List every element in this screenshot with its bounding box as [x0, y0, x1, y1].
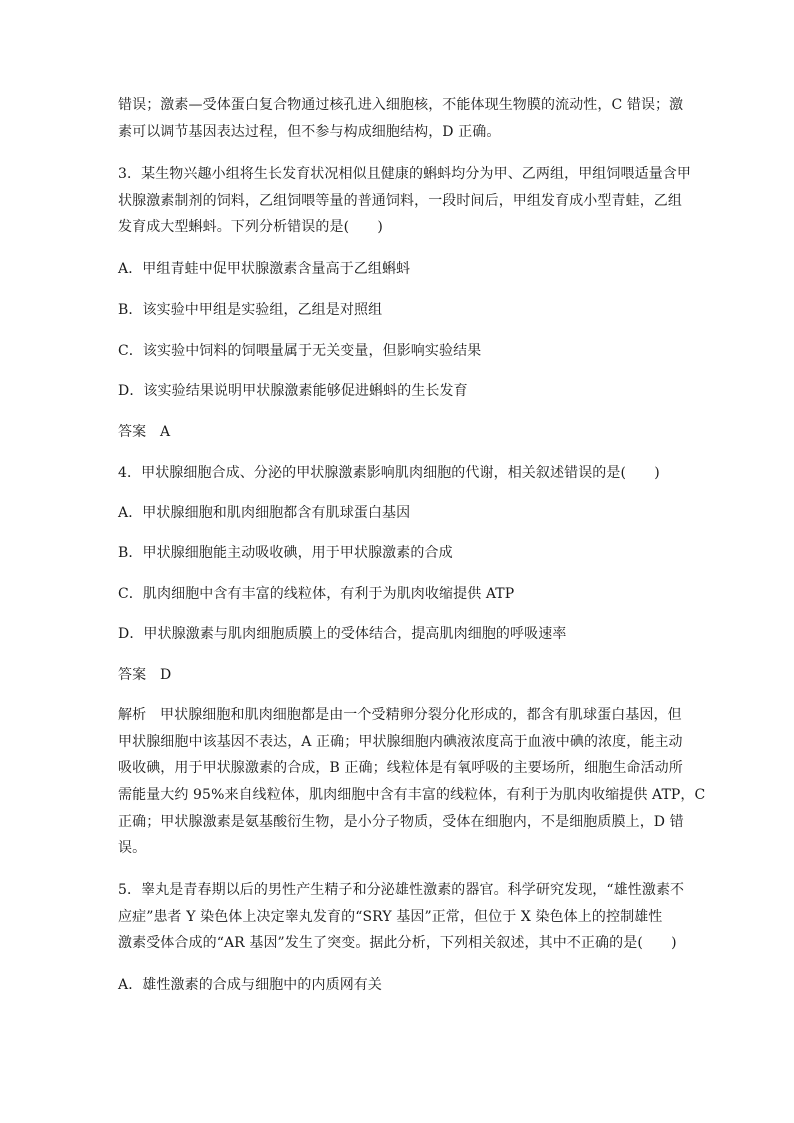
question-4-analysis-line-4: 需能量大约 95%来自线粒体，肌肉细胞中含有丰富的线粒体，有利于为肌肉收缩提供 ATP，C [118, 787, 706, 803]
question-4-analysis-line-1 [118, 705, 682, 725]
question-4-option-b: B．甲状腺细胞能主动吸收碘，用于甲状腺激素的合成 [118, 545, 453, 561]
question-4-analysis-line-6: 误。 [118, 840, 147, 856]
question-3-option-c: C．该实验中饲料的饲喂量属于无关变量，但影响实验结果 [118, 343, 482, 359]
question-3-stem-line-3: 发育成大型蝌蚪。下列分析错误的是( ) [118, 219, 383, 235]
intro-line-1: 错误；激素—受体蛋白复合物通过核孔进入细胞核，不能体现生物膜的流动性，C 错误；激 [118, 97, 684, 113]
answer-value: A [160, 424, 171, 440]
question-3-option-a: A．甲组青蛙中促甲状腺激素含量高于乙组蝌蚪 [118, 261, 411, 277]
question-5-option-a: A．雄性激素的合成与细胞中的内质网有关 [118, 977, 383, 993]
question-3-option-b: B．该实验中甲组是实验组，乙组是对照组 [118, 302, 383, 318]
question-4-analysis-line-2: 甲状腺细胞中该基因不表达，A 正确；甲状腺细胞内碘液浓度高于血液中碘的浓度，能主动 [118, 734, 683, 750]
answer-label: 答案 [118, 424, 147, 440]
answer-label: 答案 [118, 667, 147, 683]
question-5-stem-line-2: 应症”患者 Y 染色体上决定睾丸发育的“SRY 基因”正常，但位于 X 染色体上的控制雄性 [118, 909, 663, 925]
question-4-answer [118, 665, 171, 685]
question-4-option-d: D．甲状腺激素与肌肉细胞质膜上的受体结合，提高肌肉细胞的呼吸速率 [118, 626, 567, 642]
question-4-analysis-line-5: 正确；甲状腺激素是氨基酸衍生物，是小分子物质，受体在细胞内，不是细胞质膜上，D 错 [118, 814, 684, 830]
question-3-answer [118, 422, 170, 442]
analysis-text: 甲状腺细胞和肌肉细胞都是由一个受精卵分裂分化形成的，都含有肌球蛋白基因，但 [160, 707, 682, 723]
intro-line-2: 素可以调节基因表达过程，但不参与构成细胞结构，D 正确。 [118, 124, 501, 140]
question-3-stem-line-2: 状腺激素制剂的饲料，乙组饲喂等量的普通饲料，一段时间后，甲组发育成小型青蛙，乙组 [118, 193, 682, 209]
question-3-option-d: D．该实验结果说明甲状腺激素能够促进蝌蚪的生长发育 [118, 383, 468, 399]
question-3-stem-line-1: 3．某生物兴趣小组将生长发育状况相似且健康的蝌蚪均分为甲、乙两组，甲组饲喂适量含甲 [118, 166, 692, 182]
question-4-analysis-line-3: 吸收碘，用于甲状腺激素的合成，B 正确；线粒体是有氧呼吸的主要场所，细胞生命活动所 [118, 760, 683, 776]
question-5-stem-line-1: 5．睾丸是青春期以后的男性产生精子和分泌雄性激素的器官。科学研究发现，“雄性激素不 [118, 882, 685, 898]
analysis-label: 解析 [118, 707, 147, 723]
answer-value: D [160, 667, 172, 683]
question-4-option-c: C．肌肉细胞中含有丰富的线粒体，有利于为肌肉收缩提供 ATP [118, 586, 515, 602]
question-5-stem-line-3: 激素受体合成的“AR 基因”发生了突变。据此分析，下列相关叙述，其中不正确的是( ) [118, 935, 677, 951]
question-4-stem: 4．甲状腺细胞合成、分泌的甲状腺激素影响肌肉细胞的代谢，相关叙述错误的是( ) [118, 465, 660, 481]
question-4-option-a: A．甲状腺细胞和肌肉细胞都含有肌球蛋白基因 [118, 505, 411, 521]
